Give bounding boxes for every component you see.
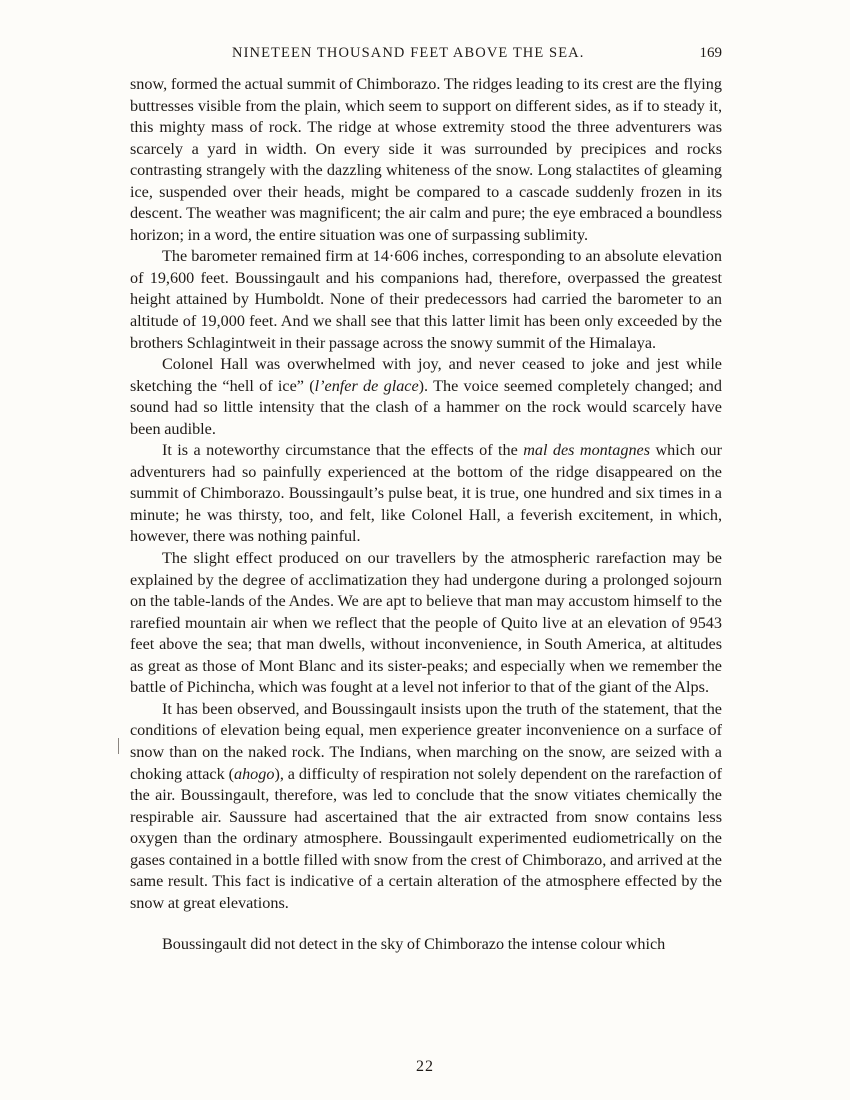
italic-phrase: mal des montagnes: [523, 441, 651, 460]
text-run: The slight effect produced on our travellers by the atmospheric rarefaction may be explained by the degree of acclimatization they had undergone during a prolonged sojourn on the table-lands of the Andes. We are apt to believe that man may accustom himself to the rarefied mountain air when we reflect that the people of Quito live at an elevation of 9543 feet above the sea; that man dwells, without inconvenience, in South America, at altitudes as great as those of Mont Blanc and its sister-peaks; and especially when we remember the battle of Pichincha, which was fought at a level not inferior to that of the giant of the Alps.: [130, 549, 722, 697]
running-title: NINETEEN THOUSAND FEET ABOVE THE SEA.: [232, 45, 585, 61]
body-text: [130, 74, 722, 956]
text-run: ). The voice seemed completely changed; and sound had so little intensity that the clash of a hammer on the rock would scarcely have been audible.: [130, 376, 722, 438]
text-run: The barometer remained firm at 14·606 inches, corresponding to an absolute elevation of 19,600 feet. Boussingault and his companions had, therefore, overpassed the greatest height attained by Humboldt. None of their predecessors had carried the barometer to an altitude of 19,000 feet. And we shall see that this latter limit has been only exceeded by the brothers Schlagintweit in their passage across the snowy summit of the Himalaya.: [130, 247, 722, 352]
paragraph-2: [130, 246, 722, 354]
text-run: Colonel Hall was overwhelmed with joy, and never ceased to joke and jest while sketching the “hell of ice” (: [130, 355, 722, 395]
margin-mark: [118, 738, 119, 754]
text-run: It is a noteworthy circumstance that the effects of the: [162, 441, 524, 460]
text-run: which our adventurers had so painfully experienced at the bottom of the ridge disappeared on the summit of Chimborazo. Boussingault’s pulse beat, it is true, one hundred and six times in a minute; he was thirsty, too, and felt, like Colonel Hall, a feverish excitement, in which, however, there was nothing painful.: [130, 441, 723, 546]
text-run: ), a difficulty of respiration not solely dependent on the rarefaction of the air. Boussingault, therefore, was led to conclude that the snow vitiates chemically the respirable air. Saussure had ascertained that the air extracted from snow contains less oxygen than the ordinary atmosphere. Boussingault experimented eudiometrically on the gases contained in a bottle filled with snow from the crest of Chimborazo, and arrived at the same result. This fact is indicative of a certain alteration of the atmosphere effected by the snow at great elevations.: [130, 764, 722, 912]
paragraph-5: [130, 548, 722, 699]
text-run: It has been observed, and Boussingault insists upon the truth of the statement, that the conditions of elevation being equal, men experience greater inconvenience on a surface of snow than on the naked rock. The Indians, when marching on the snow, are seized with a choking attack (: [130, 699, 722, 783]
italic-phrase: ahogo: [233, 764, 275, 783]
text-run: Boussingault did not detect in the sky of Chimborazo the intense colour which: [162, 935, 666, 954]
page-header: [130, 40, 722, 66]
paragraph-7: [130, 934, 722, 956]
paragraph-6: [130, 699, 722, 914]
page-number: 169: [699, 45, 722, 61]
italic-phrase: l’enfer de glace: [314, 376, 419, 395]
paragraph-1: [130, 74, 722, 246]
text-run: snow, formed the actual summit of Chimborazo. The ridges leading to its crest are the flying buttresses visible from the plain, which seem to support on different sides, as if to steady it, this mighty mass of rock. The ridge at whose extremity stood the three adventurers was scarcely a yard in width. On every side it was surrounded by precipices and rocks contrasting strangely with the dazzling whiteness of the snow. Long stalactites of gleaming ice, suspended over their heads, might be compared to a cascade suddenly frozen in its descent. The weather was magnificent; the air calm and pure; the eye embraced a boundless horizon; in a word, the entire situation was one of surpassing sublimity.: [130, 75, 722, 244]
signature-mark: 22: [416, 1058, 434, 1075]
paragraph-3: [130, 354, 722, 440]
paragraph-4: [130, 440, 722, 548]
